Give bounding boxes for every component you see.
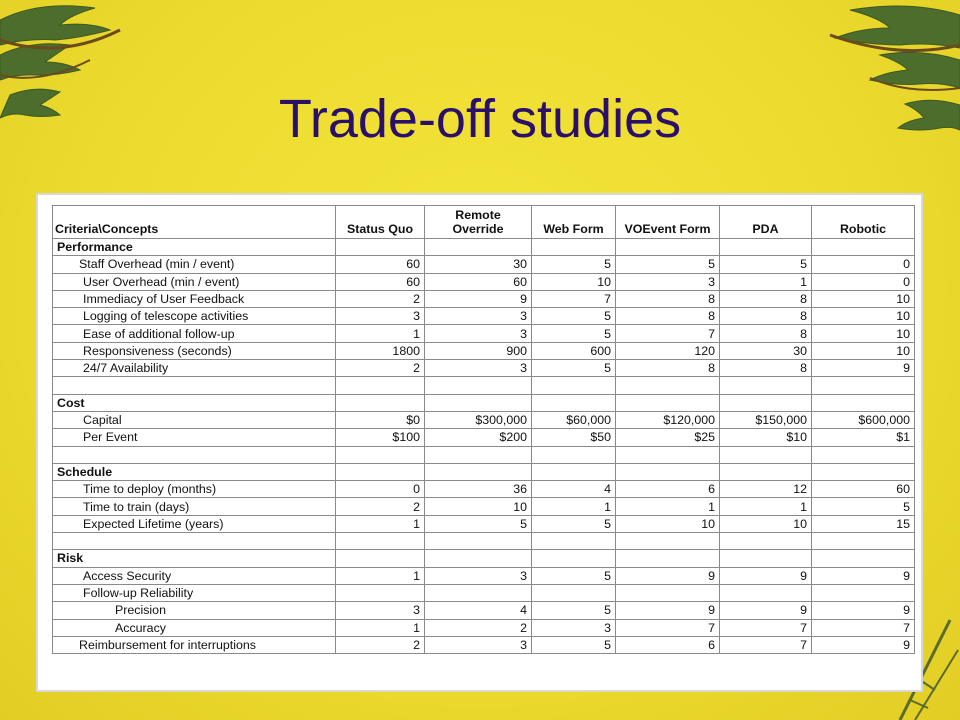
row-label: 24/7 Availability xyxy=(53,360,336,377)
cell-value: 3 xyxy=(425,308,532,325)
cell-value xyxy=(425,584,532,601)
cell-value: 3 xyxy=(616,273,720,290)
cell-value: $50 xyxy=(532,429,616,446)
cell-value: 7 xyxy=(720,636,812,653)
table-row xyxy=(53,325,915,342)
blank-row xyxy=(53,377,915,394)
cell-value: $10 xyxy=(720,429,812,446)
cell-value: 9 xyxy=(812,636,915,653)
cell-value: 10 xyxy=(616,515,720,532)
row-label: Responsiveness (seconds) xyxy=(53,342,336,359)
table-row xyxy=(53,360,915,377)
section-row-performance xyxy=(53,239,915,256)
cell-value: $150,000 xyxy=(720,411,812,428)
cell-value: 5 xyxy=(532,360,616,377)
header-voevent-form: VOEvent Form xyxy=(616,206,720,239)
blank-row xyxy=(53,446,915,463)
cell-value: 3 xyxy=(532,619,616,636)
cell-value: 7 xyxy=(532,290,616,307)
section-row-risk xyxy=(53,550,915,567)
row-label: User Overhead (min / event) xyxy=(53,273,336,290)
cell-value: $1 xyxy=(812,429,915,446)
tradeoff-table-frame xyxy=(38,195,921,690)
cell-value: 1 xyxy=(532,498,616,515)
cell-value: 3 xyxy=(336,602,425,619)
row-label: Ease of additional follow-up xyxy=(53,325,336,342)
table-row xyxy=(53,256,915,273)
cell-value: 2 xyxy=(336,636,425,653)
table-row xyxy=(53,308,915,325)
cell-value: 120 xyxy=(616,342,720,359)
cell-value: 3 xyxy=(425,360,532,377)
table-row xyxy=(53,636,915,653)
cell-value: 1 xyxy=(616,498,720,515)
cell-value: 600 xyxy=(532,342,616,359)
cell-value: 3 xyxy=(425,567,532,584)
cell-value: 7 xyxy=(720,619,812,636)
header-criteria: Criteria\Concepts xyxy=(53,206,336,239)
row-label: Logging of telescope activities xyxy=(53,308,336,325)
row-label: Capital xyxy=(53,411,336,428)
cell-value: 30 xyxy=(720,342,812,359)
cell-value: 6 xyxy=(616,481,720,498)
cell-value: 5 xyxy=(532,515,616,532)
row-label: Time to train (days) xyxy=(53,498,336,515)
cell-value: 9 xyxy=(720,602,812,619)
cell-value: $25 xyxy=(616,429,720,446)
header-pda: PDA xyxy=(720,206,812,239)
cell-value: 2 xyxy=(336,290,425,307)
cell-value: 36 xyxy=(425,481,532,498)
cell-value: 8 xyxy=(720,325,812,342)
cell-value: 0 xyxy=(336,481,425,498)
cell-value: 5 xyxy=(720,256,812,273)
cell-value xyxy=(336,584,425,601)
table-row xyxy=(53,515,915,532)
cell-value: 3 xyxy=(336,308,425,325)
tradeoff-table xyxy=(52,205,915,654)
table-row xyxy=(53,498,915,515)
cell-value: 5 xyxy=(532,567,616,584)
cell-value: 8 xyxy=(720,290,812,307)
cell-value xyxy=(812,584,915,601)
section-label-cost: Cost xyxy=(53,394,336,411)
cell-value: 10 xyxy=(812,308,915,325)
cell-value: 2 xyxy=(336,498,425,515)
cell-value: $200 xyxy=(425,429,532,446)
cell-value: 9 xyxy=(616,602,720,619)
cell-value xyxy=(532,584,616,601)
cell-value: 8 xyxy=(616,290,720,307)
cell-value: 10 xyxy=(720,515,812,532)
cell-value: 10 xyxy=(812,342,915,359)
cell-value: 8 xyxy=(616,308,720,325)
cell-value: 12 xyxy=(720,481,812,498)
row-label: Reimbursement for interruptions xyxy=(53,636,336,653)
cell-value: 10 xyxy=(812,290,915,307)
cell-value: 5 xyxy=(532,325,616,342)
cell-value: $0 xyxy=(336,411,425,428)
cell-value: $100 xyxy=(336,429,425,446)
cell-value: 60 xyxy=(425,273,532,290)
row-label: Accuracy xyxy=(53,619,336,636)
cell-value: 5 xyxy=(532,308,616,325)
cell-value: 5 xyxy=(425,515,532,532)
table-row xyxy=(53,602,915,619)
cell-value: 0 xyxy=(812,256,915,273)
cell-value: 1 xyxy=(720,498,812,515)
cell-value: $120,000 xyxy=(616,411,720,428)
table-header-row xyxy=(53,206,915,239)
cell-value: 60 xyxy=(336,273,425,290)
row-label: Access Security xyxy=(53,567,336,584)
cell-value: 8 xyxy=(616,360,720,377)
cell-value: 3 xyxy=(425,636,532,653)
header-web-form: Web Form xyxy=(532,206,616,239)
cell-value: 7 xyxy=(812,619,915,636)
row-label: Follow-up Reliability xyxy=(53,584,336,601)
row-label: Expected Lifetime (years) xyxy=(53,515,336,532)
cell-value: 1 xyxy=(336,567,425,584)
cell-value: 9 xyxy=(812,567,915,584)
cell-value: 9 xyxy=(812,602,915,619)
section-label-schedule: Schedule xyxy=(53,463,336,480)
cell-value: 0 xyxy=(812,273,915,290)
section-label-performance: Performance xyxy=(53,239,336,256)
section-row-schedule xyxy=(53,463,915,480)
row-label: Staff Overhead (min / event) xyxy=(53,256,336,273)
cell-value: 1 xyxy=(336,619,425,636)
cell-value: 4 xyxy=(532,481,616,498)
cell-value: 60 xyxy=(336,256,425,273)
cell-value: 7 xyxy=(616,325,720,342)
cell-value: $300,000 xyxy=(425,411,532,428)
table-row xyxy=(53,619,915,636)
cell-value: 5 xyxy=(532,256,616,273)
row-label: Precision xyxy=(53,602,336,619)
cell-value: 5 xyxy=(532,602,616,619)
cell-value: 5 xyxy=(812,498,915,515)
header-robotic: Robotic xyxy=(812,206,915,239)
table-row xyxy=(53,481,915,498)
cell-value: 5 xyxy=(616,256,720,273)
cell-value: 2 xyxy=(336,360,425,377)
header-remote-line2: Override xyxy=(452,222,504,236)
cell-value: 10 xyxy=(812,325,915,342)
cell-value: 8 xyxy=(720,360,812,377)
cell-value: 5 xyxy=(532,636,616,653)
cell-value: 3 xyxy=(425,325,532,342)
table-row xyxy=(53,567,915,584)
cell-value: 1 xyxy=(336,325,425,342)
section-row-cost xyxy=(53,394,915,411)
cell-value: 15 xyxy=(812,515,915,532)
cell-value: 4 xyxy=(425,602,532,619)
cell-value: 10 xyxy=(425,498,532,515)
table-row xyxy=(53,342,915,359)
cell-value: 9 xyxy=(812,360,915,377)
table-row xyxy=(53,584,915,601)
cell-value: 9 xyxy=(616,567,720,584)
slide-title: Trade-off studies xyxy=(278,89,682,149)
cell-value: 1 xyxy=(336,515,425,532)
cell-value: 60 xyxy=(812,481,915,498)
table-row xyxy=(53,290,915,307)
header-remote-line1: Remote xyxy=(455,208,501,222)
section-label-risk: Risk xyxy=(53,550,336,567)
header-remote-override xyxy=(425,206,532,239)
cell-value xyxy=(720,584,812,601)
row-label: Time to deploy (months) xyxy=(53,481,336,498)
cell-value: 8 xyxy=(720,308,812,325)
cell-value: 2 xyxy=(425,619,532,636)
row-label: Per Event xyxy=(53,429,336,446)
table-row xyxy=(53,411,915,428)
cell-value: $60,000 xyxy=(532,411,616,428)
cell-value: 1800 xyxy=(336,342,425,359)
cell-value: 30 xyxy=(425,256,532,273)
cell-value: 9 xyxy=(425,290,532,307)
table-row xyxy=(53,429,915,446)
cell-value xyxy=(616,584,720,601)
header-status-quo: Status Quo xyxy=(336,206,425,239)
cell-value: 9 xyxy=(720,567,812,584)
cell-value: 1 xyxy=(720,273,812,290)
table-row xyxy=(53,273,915,290)
cell-value: 6 xyxy=(616,636,720,653)
cell-value: $600,000 xyxy=(812,411,915,428)
row-label: Immediacy of User Feedback xyxy=(53,290,336,307)
cell-value: 10 xyxy=(532,273,616,290)
cell-value: 7 xyxy=(616,619,720,636)
blank-row xyxy=(53,533,915,550)
cell-value: 900 xyxy=(425,342,532,359)
